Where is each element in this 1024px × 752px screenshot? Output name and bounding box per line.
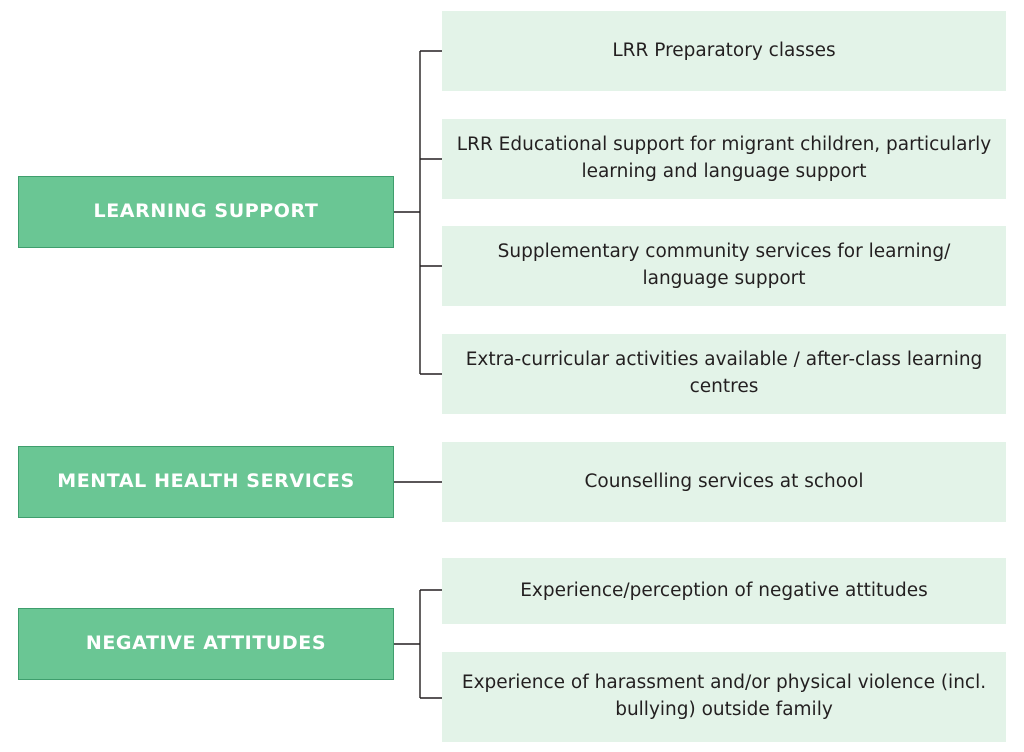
item-label: Counselling services at school bbox=[584, 470, 864, 492]
item-box-lrr-educational-support-migrant-children[interactable] bbox=[442, 119, 1006, 199]
item-box-supplementary-community-services[interactable] bbox=[442, 226, 1006, 306]
category-label: MENTAL HEALTH SERVICES bbox=[57, 470, 355, 493]
item-label: LRR Preparatory classes bbox=[612, 39, 836, 61]
category-box-mental-health-services[interactable] bbox=[18, 446, 394, 518]
item-box-experience-of-harassment-violence[interactable] bbox=[442, 652, 1006, 742]
item-box-extra-curricular-activities[interactable] bbox=[442, 334, 1006, 414]
category-box-learning-support[interactable] bbox=[18, 176, 394, 248]
category-box-negative-attitudes[interactable] bbox=[18, 608, 394, 680]
item-label: Extra-curricular activities available / after-class learning centres bbox=[465, 349, 983, 397]
category-label: LEARNING SUPPORT bbox=[93, 200, 319, 223]
category-label: NEGATIVE ATTITUDES bbox=[85, 632, 327, 655]
item-label: Experience of harassment and/or physical violence (incl. bullying) outside family bbox=[461, 672, 987, 720]
item-box-lrr-preparatory-classes[interactable] bbox=[442, 11, 1006, 91]
item-label: Supplementary community services for learning/ language support bbox=[497, 241, 951, 289]
item-box-experience-perception-negative-attitudes[interactable] bbox=[442, 558, 1006, 624]
item-label: Experience/perception of negative attitudes bbox=[520, 579, 928, 601]
item-box-counselling-services-at-school[interactable] bbox=[442, 442, 1006, 522]
item-label: LRR Educational support for migrant children, particularly learning and language support bbox=[456, 134, 992, 182]
